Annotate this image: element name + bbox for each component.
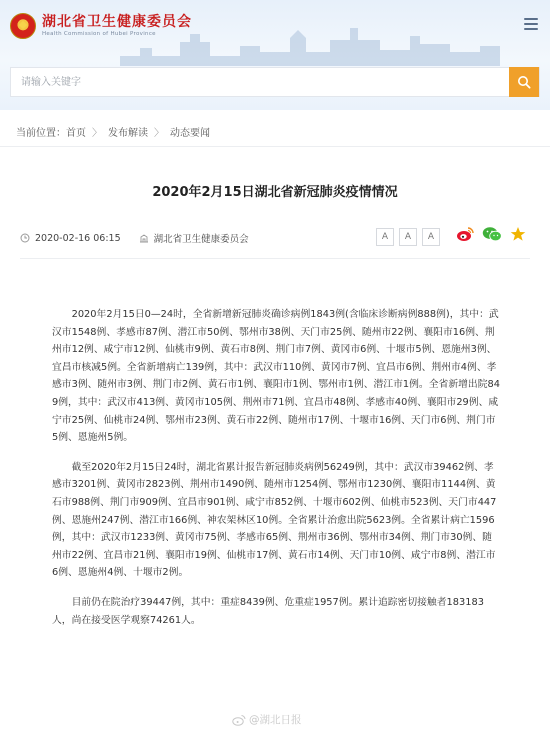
font-size-small-button[interactable]: A: [422, 228, 440, 246]
article-meta: [20, 224, 530, 252]
article-source: 湖北省卫生健康委员会: [153, 234, 249, 245]
breadcrumb-separator: 〉: [92, 128, 102, 139]
breadcrumb-item-release[interactable]: 发布解读: [108, 128, 148, 139]
search-bar: [10, 67, 540, 97]
article-body: [52, 306, 500, 641]
article-paragraph: 截至2020年2月15日24时，湖北省累计报告新冠肺炎病例56249例，其中：武汉市39462例、孝感市3201例、黄冈市2823例、荆州市1490例、随州市1254例、鄂州市1230例、襄阳市1144例、黄石市988例、荆门市909例、宜昌市901例、咸宁市852例、十堰市602例、仙桃市523例、天门市447例、恩施州247例、潜江市166例、神农架林区10例。全省累计治愈出院5623例。全省累计病亡1596例，其中：武汉市1233例、黄冈市75例、孝感市65例、荆州市36例、鄂州市34例、荆门市30例、随州市22例、宜昌市21例、襄阳市19例、仙桃市17例、黄石市14例、天门市10例、咸宁市8例、潜江市6例、恩施州4例、十堰市2例。: [52, 461, 497, 579]
site-logo[interactable]: [10, 13, 192, 39]
search-input[interactable]: [11, 68, 509, 96]
search-icon: [517, 75, 531, 89]
search-button[interactable]: [509, 67, 539, 97]
publish-date: 2020-02-16 06:15: [35, 232, 121, 244]
article-paragraph: 2020年2月15日0—24时，全省新增新冠肺炎确诊病例1843例(含临床诊断病例888例)，其中：武汉市1548例、孝感市87例、潜江市50例、鄂州市38例、天门市25例、随州市22例、襄阳市16例、荆州市12例、咸宁市12例、仙桃市9例、黄石市8例、荆门市7例、黄冈市6例、十堰市5例、恩施州3例、宜昌市核减5例。全省新增病亡139例，其中：武汉市110例、黄冈市7例、宜昌市6例、荆州市4例、孝感市3例、随州市3例、荆门市2例、黄石市1例、襄阳市1例、鄂州市1例、潜江市1例。全省新增出院849例，其中：武汉市413例、黄冈市105例、荆州市71例、宜昌市48例、孝感市40例、襄阳市29例、咸宁市25例、仙桃市24例、鄂州市23例、黄石市22例、随州市17例、十堰市16例、天门市6例、荆门市5例、恩施州5例。: [52, 309, 500, 444]
breadcrumb: [16, 124, 210, 139]
wechat-icon[interactable]: [482, 226, 502, 242]
org-title: 湖北省卫生健康委员会: [42, 14, 192, 30]
share-buttons: [456, 226, 526, 242]
breadcrumb-item-news[interactable]: 动态要闻: [170, 128, 210, 139]
national-emblem-icon: [10, 13, 36, 39]
building-icon: [139, 233, 149, 243]
favorite-star-icon[interactable]: [510, 226, 526, 242]
weibo-icon[interactable]: [456, 226, 474, 242]
meta-divider: [20, 258, 530, 259]
breadcrumb-item-home[interactable]: 首页: [66, 128, 86, 139]
article-title: 2020年2月15日湖北省新冠肺炎疫情情况: [152, 185, 398, 200]
font-size-large-button[interactable]: A: [376, 228, 394, 246]
clock-icon: [20, 233, 30, 243]
weibo-icon: [232, 714, 246, 726]
font-size-controls: [376, 228, 440, 246]
org-subtitle: Health Commission of Hubei Province: [42, 31, 156, 37]
site-header: [0, 0, 550, 110]
breadcrumb-label: 当前位置：: [16, 128, 66, 139]
hamburger-menu-icon[interactable]: [524, 18, 538, 30]
source-watermark: [232, 712, 302, 727]
watermark-text: @湖北日报: [249, 714, 302, 726]
breadcrumb-separator: 〉: [154, 128, 164, 139]
font-size-medium-button[interactable]: A: [399, 228, 417, 246]
article-paragraph: 目前仍在院治疗39447例，其中：重症8439例、危重症1957例。累计追踪密切接触者183183人，尚在接受医学观察74261人。: [52, 596, 484, 626]
breadcrumb-divider: [0, 146, 550, 147]
